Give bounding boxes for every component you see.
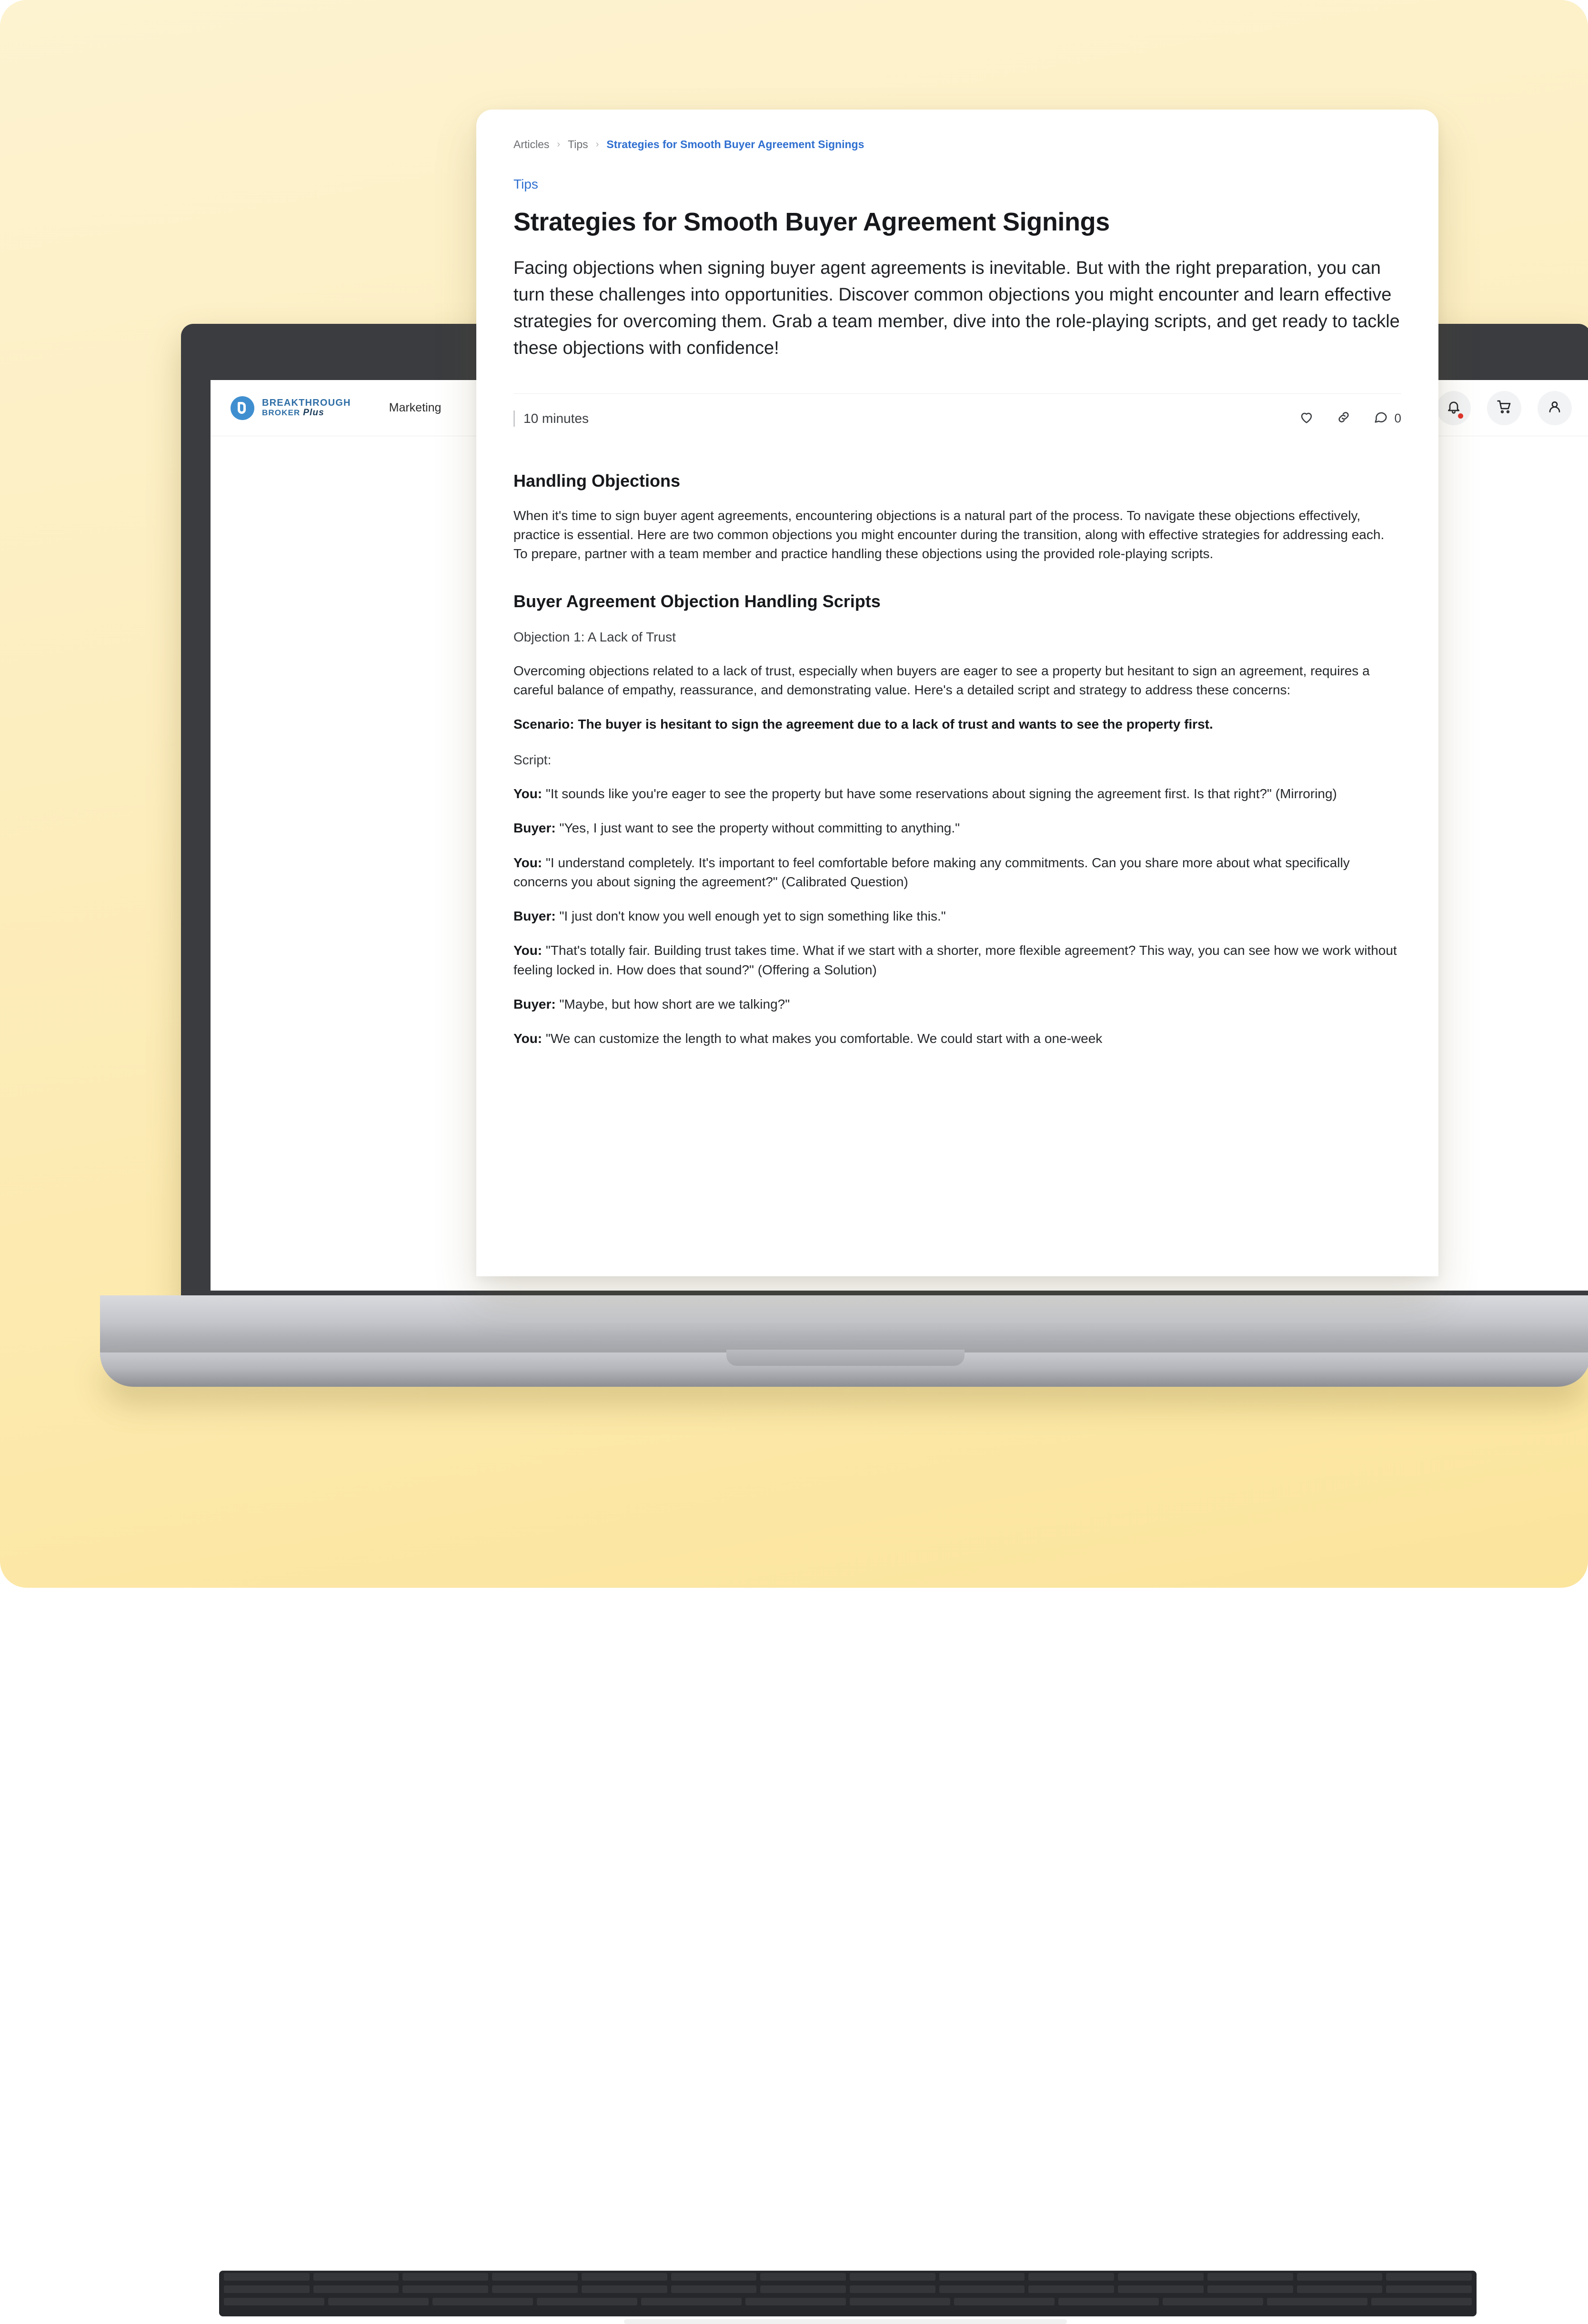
breadcrumb (513, 110, 1401, 151)
dialogue-line (513, 1029, 1401, 1048)
laptop-keyboard (219, 2271, 1477, 2316)
dialogue-text: "Yes, I just want to see the property without committing to anything." (559, 821, 960, 836)
objection-label: Objection 1: A Lack of Trust (513, 629, 676, 644)
breadcrumb-item-tips[interactable]: Tips (568, 138, 588, 150)
dialogue-text: "I just don't know you well enough yet to sign something like this." (559, 909, 946, 924)
account-avatar[interactable] (1538, 391, 1572, 425)
breadcrumb-item-articles[interactable]: Articles (513, 138, 550, 150)
article-actions (1298, 409, 1401, 428)
user-icon (1547, 399, 1562, 417)
key-row (219, 2295, 1477, 2308)
breadcrumb-item-current: Strategies for Smooth Buyer Agreement Signings (606, 138, 864, 150)
article-category[interactable]: Tips (513, 177, 538, 191)
dialogue-line (513, 784, 1401, 803)
laptop-trackpad (624, 2319, 1067, 2324)
section-paragraph-handling-objections: When it's time to sign buyer agent agreements, encountering objections is a natural part of the process. To navigate these objections effectively, practice is essential. Here are two common objections you might encounter during the transition, along with effective strategies for addressing each. To prepare, partner with a team member and practice handling these objections using the provided role-playing scripts. (513, 508, 1385, 561)
objection-intro: Overcoming objections related to a lack of trust, especially when buyers are eager to see a property but hesitant to sign an agreement, requires a careful balance of empathy, reassurance, and demonstrating value. Here's a detailed script and strategy to address these concerns: (513, 663, 1370, 698)
brand-text (262, 398, 351, 418)
brand-plus-text: Plus (303, 408, 324, 418)
dialogue-text: "Maybe, but how short are we talking?" (559, 997, 790, 1012)
article-panel (476, 110, 1438, 1276)
dialogue-speaker: Buyer: (513, 997, 556, 1012)
dialogue-line (513, 995, 1401, 1014)
article-content (476, 110, 1438, 1049)
brand-line-2-text: BROKER (262, 408, 301, 418)
read-time-divider (513, 411, 515, 427)
link-icon[interactable] (1336, 409, 1352, 428)
comment-action[interactable] (1373, 409, 1401, 428)
section-heading-scripts: Buyer Agreement Objection Handling Scripts (513, 591, 881, 611)
dialogue-line (513, 819, 1401, 838)
chevron-right-icon: › (595, 139, 599, 150)
nav-item-marketing[interactable]: Marketing (389, 401, 442, 414)
dialogue-speaker: You: (513, 855, 543, 870)
notification-badge (1458, 413, 1463, 419)
cart-icon (1497, 399, 1512, 417)
scenario-text (513, 715, 1401, 734)
brand-logo[interactable] (231, 396, 351, 420)
dialogue-speaker: Buyer: (513, 909, 556, 924)
dialogue-text: "We can customize the length to what makes you comfortable. We could start with a one-week (545, 1031, 1103, 1046)
brand-line-2 (262, 408, 351, 418)
article-meta-row (513, 393, 1401, 443)
dialogue-speaker: You: (513, 943, 543, 958)
brand-line-1: BREAKTHROUGH (262, 398, 351, 409)
dialogue-line (513, 907, 1401, 926)
section-heading-handling-objections: Handling Objections (513, 471, 681, 491)
comment-count: 0 (1394, 411, 1401, 426)
read-time-label: 10 minutes (523, 411, 589, 426)
dialogue-line (513, 853, 1401, 892)
article-lede: Facing objections when signing buyer agent agreements is inevitable. But with the right preparation, you can turn these challenges into opportunities. Discover common objections you might encounter and learn effective strategies for overcoming them. Grab a team member, dive into the role-playing scripts, and get ready to tackle these objections with confidence! (513, 258, 1400, 359)
script-label: Script: (513, 752, 552, 767)
dialogue-speaker: You: (513, 786, 543, 801)
page-title: Strategies for Smooth Buyer Agreement Signings (513, 208, 1110, 236)
dialogue-text: "It sounds like you're eager to see the property but have some reservations about signing the agreement first. Is that right?" (Mirroring) (545, 786, 1337, 801)
brand-mark-icon (231, 396, 254, 420)
heart-icon[interactable] (1298, 409, 1315, 428)
main-nav (389, 401, 442, 415)
key-row (219, 2271, 1477, 2283)
key-row (219, 2283, 1477, 2295)
comment-icon (1373, 409, 1389, 428)
notifications-button[interactable] (1437, 391, 1471, 425)
dialogue-line (513, 941, 1401, 980)
cart-button[interactable] (1487, 391, 1521, 425)
scenario-label: Scenario: The buyer is hesitant to sign the agreement due to a lack of trust and wants to see the property first. (513, 717, 1213, 732)
dialogue-text: "That's totally fair. Building trust takes time. What if we start with a shorter, more flexible agreement? This way, you can see how we work without feeling locked in. How does that sound?" (Offering a Solution) (513, 943, 1397, 977)
dialogue-text: "I understand completely. It's important to feel comfortable before making any commitments. Can you share more about what specifically concerns you about signing the agreement?" (Calibrated Question) (513, 855, 1350, 889)
chevron-right-icon: › (557, 139, 561, 150)
read-time (513, 411, 589, 427)
dialogue-speaker: You: (513, 1031, 543, 1046)
laptop-front-notch (726, 1350, 965, 1366)
dialogue-speaker: Buyer: (513, 821, 556, 836)
